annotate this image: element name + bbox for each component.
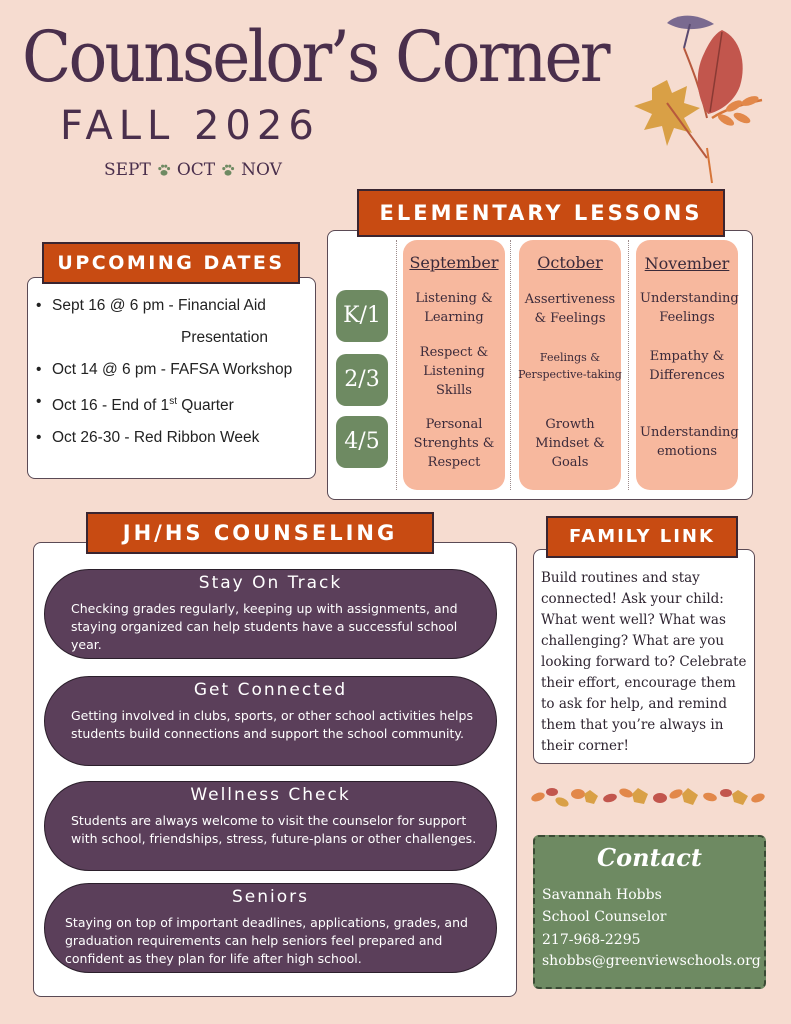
- month-heading-september: September: [409, 253, 499, 272]
- month-list: [104, 160, 282, 180]
- tip-title: Stay On Track: [198, 573, 343, 593]
- tip-title: Get Connected: [193, 680, 348, 700]
- elementary-lessons-heading: ELEMENTARY LESSONS: [357, 189, 725, 237]
- list-item: • Oct 14 @ 6 pm - FAFSA Workshop: [36, 360, 311, 380]
- season-subtitle: FALL 2026: [60, 103, 320, 149]
- lesson-oct-23: Feelings & Perspective-taking: [518, 351, 622, 381]
- paw-print-icon: [157, 163, 171, 177]
- tip-text: Checking grades regularly, keeping up with assignments, and staying organized can help students have a successful school year.: [71, 601, 458, 652]
- month-heading-november: November: [644, 254, 730, 273]
- month-heading-october: October: [537, 253, 603, 272]
- jhhs-counseling-heading: JH/HS COUNSELING: [86, 512, 434, 554]
- month-oct: OCT: [176, 160, 216, 180]
- lesson-sep-23: Respect & Listening Skills: [419, 345, 489, 398]
- list-item: [36, 392, 311, 416]
- autumn-leaves-icon: [622, 8, 772, 188]
- date-item-continuation: Presentation: [181, 329, 269, 346]
- month-nov: NOV: [241, 160, 282, 180]
- date-item-text: Sept 16 @ 6 pm - Financial Aid: [52, 297, 266, 314]
- upcoming-dates-list: [36, 296, 311, 460]
- lesson-oct-45: Growth Mindset & Goals: [535, 417, 605, 470]
- date-item-text: Oct 16 - End of 1: [52, 397, 170, 415]
- column-divider: [628, 240, 629, 490]
- newsletter-title: Counselor’s Corner: [22, 16, 608, 98]
- date-item-text: Quarter: [176, 397, 234, 415]
- contact-name: Savannah Hobbs: [542, 887, 662, 903]
- lesson-nov-45: Understanding emotions: [640, 425, 739, 459]
- grade-label-45: 4/5: [336, 416, 388, 468]
- tip-text: Staying on top of important deadlines, applications, grades, and graduation requirements can help seniors feel prepared and confident as they plan for life after high school.: [65, 915, 468, 966]
- contact-card: [533, 835, 766, 989]
- tip-stay-on-track: [44, 569, 497, 659]
- leaf-garland-icon: [528, 782, 768, 812]
- upcoming-dates-heading: UPCOMING DATES: [42, 242, 300, 284]
- tip-title: Wellness Check: [190, 785, 351, 805]
- column-divider: [510, 240, 511, 490]
- lesson-sep-k1: Listening & Learning: [415, 291, 493, 325]
- contact-heading: Contact: [597, 843, 702, 872]
- column-divider: [396, 240, 397, 490]
- contact-phone: 217-968-2295: [542, 932, 641, 948]
- grade-label-k1: K/1: [336, 290, 388, 342]
- tip-text: Students are always welcome to visit the counselor for support with school, friendships, stress, future-plans or other challenges.: [71, 813, 477, 846]
- tip-wellness-check: [44, 781, 497, 871]
- tip-get-connected: [44, 676, 497, 766]
- month-sept: SEPT: [104, 160, 151, 180]
- family-link-heading: FAMILY LINK: [546, 516, 738, 558]
- lesson-oct-k1: Assertiveness & Feelings: [524, 292, 616, 326]
- family-link-text: Build routines and stay connected! Ask your child: What went well? What was challenging? What are you looking forward to? Celebrate their effort, encourage them to ask for help, and remind them that you’re always in their corner!: [541, 570, 747, 754]
- tip-text: Getting involved in clubs, sports, or other school activities helps students build connections and support the school community.: [71, 708, 473, 741]
- lesson-nov-k1: Understanding Feelings: [640, 291, 739, 325]
- lesson-nov-23: Empathy & Differences: [649, 349, 725, 383]
- list-item: [36, 296, 311, 348]
- list-item: • Oct 26-30 - Red Ribbon Week: [36, 428, 311, 448]
- tip-title: Seniors: [232, 887, 309, 907]
- ordinal-suffix: st: [169, 396, 177, 407]
- grade-label-23: 2/3: [336, 354, 388, 406]
- tip-seniors: [44, 883, 497, 973]
- lesson-sep-45: Personal Strenghts & Respect: [413, 417, 495, 470]
- paw-print-icon: [221, 163, 235, 177]
- contact-role: School Counselor: [542, 909, 667, 925]
- contact-email: shobbs@greenviewschools.org: [542, 953, 761, 969]
